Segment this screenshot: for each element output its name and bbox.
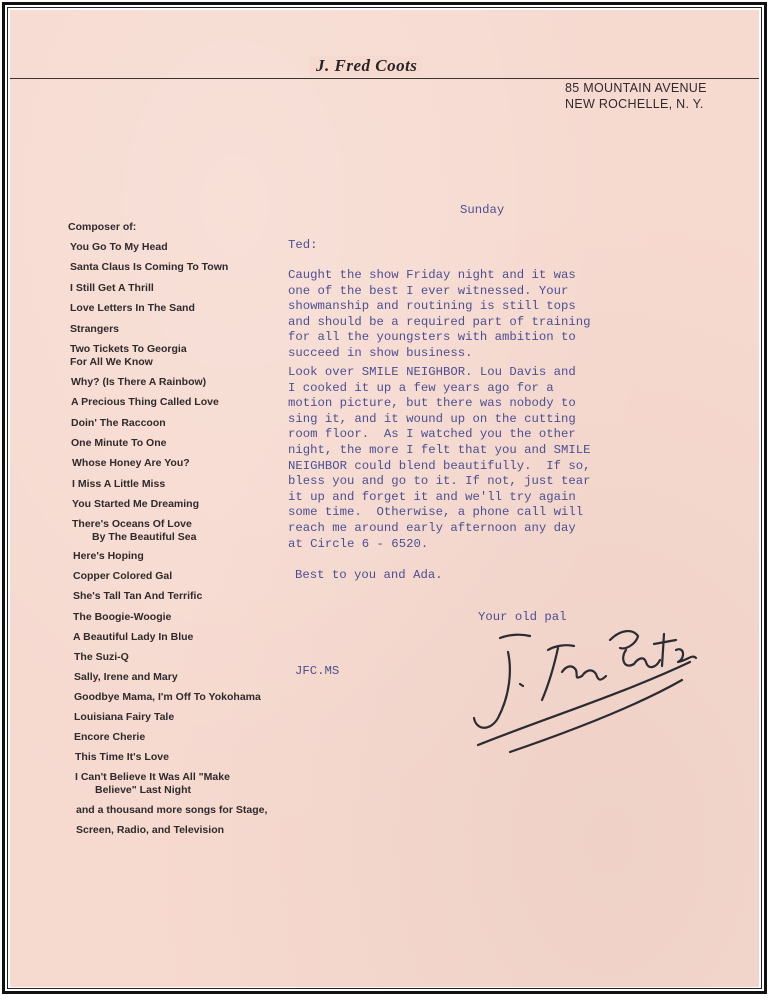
typist-initials: JFC.MS [295,664,340,678]
song-item: Here's Hoping [73,550,144,562]
song-item: This Time It's Love [75,751,169,763]
song-list-footer: Screen, Radio, and Television [76,824,225,836]
letter-date: Sunday [460,203,505,217]
song-item: Love Letters In The Sand [70,302,195,314]
song-item: Strangers [70,323,120,335]
song-item: Goodbye Mama, I'm Off To Yokohama [74,691,261,703]
letterhead-address [565,80,707,112]
letter-paragraph-2: Look over SMILE NEIGHBOR. Lou Davis and I cooked it up a few years ago for a motion picture, but there was nobody to sing it, and it wound up on the cutting room floor. As I watched you the other night, the more I felt that you and SMILE NEIGHBOR could blend beautifully. If so, bless you and go to it. If not, just tear it up and forget it and we'll try again some time. Otherwise, a phone call will reach me around early afternoon any day at Circle 6 - 6520. [288,365,591,551]
song-item-continued: Believe" Last Night [95,784,192,796]
song-item: Santa Claus Is Coming To Town [70,261,229,273]
song-item: There's Oceans Of Love [72,518,192,530]
song-item: She's Tall Tan And Terrific [73,590,203,602]
song-item: I Can't Believe It Was All "Make [75,771,230,783]
song-item: Two Tickets To Georgia [70,343,187,355]
letterhead-rule [10,78,759,79]
song-item: Doin' The Raccoon [71,417,166,429]
song-list-footer: and a thousand more songs for Stage, [76,804,268,816]
song-item: Encore Cherie [74,731,146,743]
song-item: I Still Get A Thrill [70,282,154,294]
letter-paragraph-1: Caught the show Friday night and it was one of the best I ever witnessed. Your showmanship and routining is still tops and should be a required part of training for all the youngsters with ambition to succeed in show business. [288,268,591,360]
letterhead-name: J. Fred Coots [310,56,423,76]
letter-valediction: Your old pal [478,610,567,624]
song-item-continued: By The Beautiful Sea [92,531,197,543]
address-line-street: 85 MOUNTAIN AVENUE [565,81,707,95]
song-item: I Miss A Little Miss [72,478,166,490]
handwritten-signature [450,600,710,760]
song-item: The Boogie-Woogie [73,611,172,623]
song-list-heading: Composer of: [68,221,137,233]
song-item: Sally, Irene and Mary [74,671,178,683]
song-item: A Precious Thing Called Love [71,396,219,408]
address-line-city: NEW ROCHELLE, N. Y. [565,97,704,111]
song-item: The Suzi-Q [74,651,129,663]
song-item: You Go To My Head [70,241,168,253]
song-item: A Beautiful Lady In Blue [73,631,194,643]
song-item: Louisiana Fairy Tale [74,711,175,723]
letter-closing: Best to you and Ada. [295,568,443,582]
letter-salutation: Ted: [288,238,318,252]
song-item: Why? (Is There A Rainbow) [71,376,207,388]
song-item: Whose Honey Are You? [72,457,190,469]
letter-page [10,10,759,987]
song-item-continued: For All We Know [70,356,153,368]
song-item: You Started Me Dreaming [72,498,199,510]
song-item: Copper Colored Gal [73,570,173,582]
song-item: One Minute To One [71,437,167,449]
